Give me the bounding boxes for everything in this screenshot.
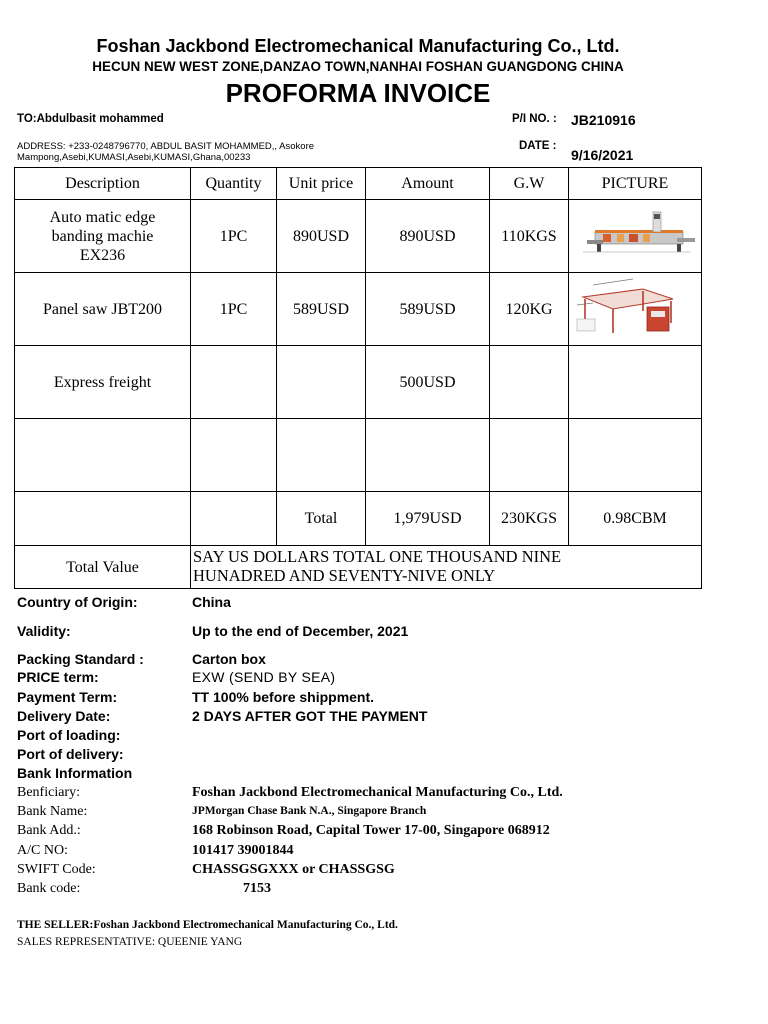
row-amount: 500USD	[366, 346, 490, 419]
total-volume: 0.98CBM	[569, 492, 702, 546]
validity-label: Validity:	[17, 623, 71, 639]
beneficiary-value: Foshan Jackbond Electromechanical Manufacturing Co., Ltd.	[192, 785, 563, 800]
row-unit-price	[277, 346, 366, 419]
header-unit-price: Unit price	[277, 168, 366, 200]
bank-address-value: 168 Robinson Road, Capital Tower 17-00, Singapore 068912	[192, 823, 550, 838]
date-value: 9/16/2021	[571, 147, 634, 163]
origin-value: China	[192, 594, 231, 610]
page-title: PROFORMA INVOICE	[225, 78, 491, 108]
row-picture	[569, 273, 702, 346]
price-term-value: EXW (SEND BY SEA)	[192, 669, 336, 685]
date-label: DATE :	[519, 140, 557, 152]
row-quantity: 1PC	[191, 273, 277, 346]
price-term-label: PRICE term:	[17, 669, 99, 685]
table-header-row	[15, 168, 702, 200]
row-unit-price: 589USD	[277, 273, 366, 346]
port-delivery-label: Port of delivery:	[17, 746, 124, 762]
payment-term-value: TT 100% before shippment.	[192, 689, 375, 705]
row-quantity	[191, 346, 277, 419]
beneficiary-label: Benficiary:	[17, 785, 80, 800]
payment-term-label: Payment Term:	[17, 689, 118, 705]
bank-info-heading: Bank Information	[17, 765, 133, 781]
company-address: HECUN NEW WEST ZONE,DANZAO TOWN,NANHAI FOSHAN GUANGDONG CHINA	[92, 59, 624, 74]
header-gw: G.W	[490, 168, 569, 200]
row-gw: 120KG	[490, 273, 569, 346]
row-picture	[569, 200, 702, 273]
sales-rep-line: SALES REPRESENTATIVE: QUEENIE YANG	[17, 936, 243, 948]
row-description: Auto matic edge banding machie EX236	[15, 200, 191, 273]
packing-label: Packing Standard :	[17, 651, 144, 667]
row-description: Panel saw JBT200	[15, 273, 191, 346]
swift-value: CHASSGSGXXX or CHASSGSG	[192, 862, 395, 877]
delivery-date-label: Delivery Date:	[17, 708, 111, 724]
total-label: Total	[277, 492, 366, 546]
buyer-to: TO:Abdulbasit mohammed	[17, 113, 164, 125]
header-quantity: Quantity	[191, 168, 277, 200]
row-picture	[569, 346, 702, 419]
row-quantity: 1PC	[191, 200, 277, 273]
panel-saw-image	[573, 275, 697, 339]
table-row	[15, 346, 702, 419]
total-value-text: SAY US DOLLARS TOTAL ONE THOUSAND NINE HUNADRED AND SEVENTY-NIVE ONLY	[191, 546, 702, 589]
pi-number-value: JB210916	[571, 112, 636, 128]
table-row	[15, 273, 702, 346]
edge-banding-machine-image	[573, 204, 697, 264]
origin-label: Country of Origin:	[17, 594, 138, 610]
bank-name-value: JPMorgan Chase Bank N.A., Singapore Branch	[192, 805, 427, 817]
seller-line: THE SELLER:Foshan Jackbond Electromechanical Manufacturing Co., Ltd.	[17, 919, 398, 931]
table-row	[15, 200, 702, 273]
row-gw	[490, 346, 569, 419]
bank-code-value: 7153	[243, 881, 271, 896]
bank-address-label: Bank Add.:	[17, 823, 81, 838]
total-value-row	[15, 546, 702, 589]
row-gw: 110KGS	[490, 200, 569, 273]
row-unit-price: 890USD	[277, 200, 366, 273]
total-gw: 230KGS	[490, 492, 569, 546]
account-value: 101417 39001844	[192, 843, 294, 858]
row-amount: 890USD	[366, 200, 490, 273]
pi-number-label: P/I NO. :	[512, 113, 557, 125]
row-amount: 589USD	[366, 273, 490, 346]
validity-value: Up to the end of December, 2021	[192, 623, 409, 639]
bank-name-label: Bank Name:	[17, 804, 88, 819]
table-row-empty	[15, 419, 702, 492]
delivery-date-value: 2 DAYS AFTER GOT THE PAYMENT	[192, 708, 428, 724]
total-amount: 1,979USD	[366, 492, 490, 546]
row-description: Express freight	[15, 346, 191, 419]
header-amount: Amount	[366, 168, 490, 200]
total-value-label: Total Value	[15, 546, 191, 589]
total-row	[15, 492, 702, 546]
swift-label: SWIFT Code:	[17, 862, 96, 877]
port-loading-label: Port of loading:	[17, 727, 121, 743]
company-name: Foshan Jackbond Electromechanical Manufacturing Co., Ltd.	[96, 36, 620, 56]
packing-value: Carton box	[192, 651, 266, 667]
items-table	[14, 167, 702, 589]
header-picture: PICTURE	[569, 168, 702, 200]
account-label: A/C NO:	[17, 843, 68, 858]
buyer-address-line1: ADDRESS: +233-0248796770, ABDUL BASIT MOHAMMED,, Asokore	[17, 141, 315, 152]
bank-code-label: Bank code:	[17, 881, 81, 896]
header-description: Description	[15, 168, 191, 200]
buyer-address-line2: Mampong,Asebi,KUMASI,Asebi,KUMASI,Ghana,00233	[17, 152, 251, 163]
